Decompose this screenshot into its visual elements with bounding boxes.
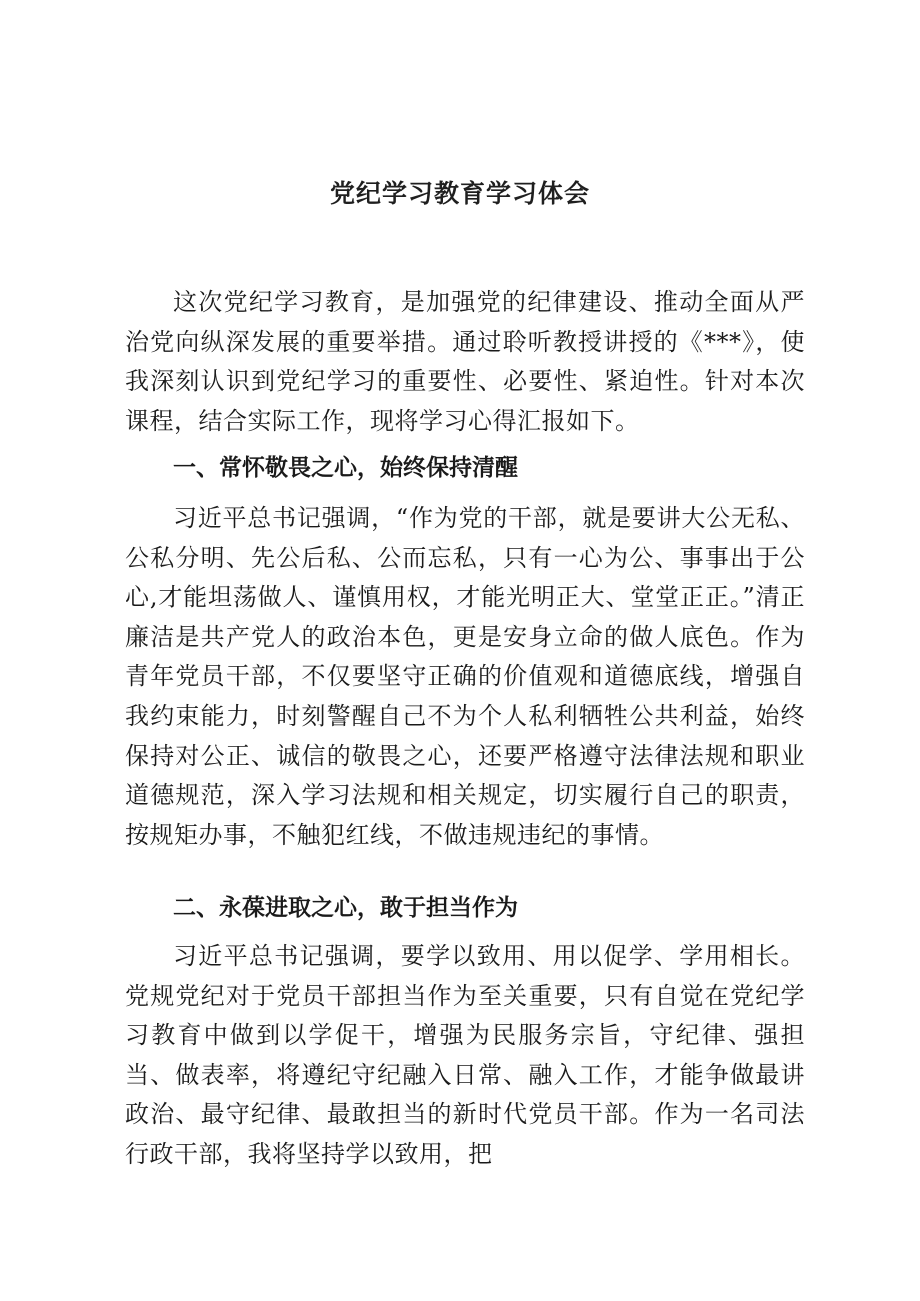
intro-paragraph: 这次党纪学习教育，是加强党的纪律建设、推动全面从严治党向纵深发展的重要举措。通过聆听教授讲授的《***》，使我深刻认识到党纪学习的重要性、必要性、紧迫性。针对本次课程，结合实际工作，现将学习心得汇报如下。 <box>125 288 805 435</box>
section-1-paragraph: 习近平总书记强调，“作为党的干部，就是要讲大公无私、公私分明、先公后私、公而忘私，只有一心为公、事事出于公心,才能坦荡做人、谨慎用权，才能光明正大、堂堂正正。”清正廉洁是共产党人的政治本色，更是安身立命的做人底色。作为青年党员干部，不仅要坚守正确的价值观和道德底线，增强自我约束能力，时刻警醒自己不为个人私利牺牲公共利益，始终保持对公正、诚信的敬畏之心，还要严格遵守法律法规和职业道德规范，深入学习法规和相关规定，切实履行自己的职责，按规矩办事，不触犯红线，不做违规违纪的事情。 <box>125 504 805 849</box>
section-heading-1: 一、常怀敬畏之心，始终保持清醒 <box>173 455 518 481</box>
section-heading-2: 二、永葆进取之心，敢于担当作为 <box>173 895 518 921</box>
document-title: 党纪学习教育学习体会 <box>329 179 590 208</box>
section-2-paragraph: 习近平总书记强调，要学以致用、用以促学、学用相长。党规党纪对于党员干部担当作为至关重要，只有自觉在党纪学习教育中做到以学促干，增强为民服务宗旨，守纪律、强担当、做表率，将遵纪守纪融入日常、融入工作，才能争做最讲政治、最守纪律、最敢担当的新时代党员干部。作为一名司法行政干部，我将坚持学以致用，把 <box>125 942 805 1168</box>
